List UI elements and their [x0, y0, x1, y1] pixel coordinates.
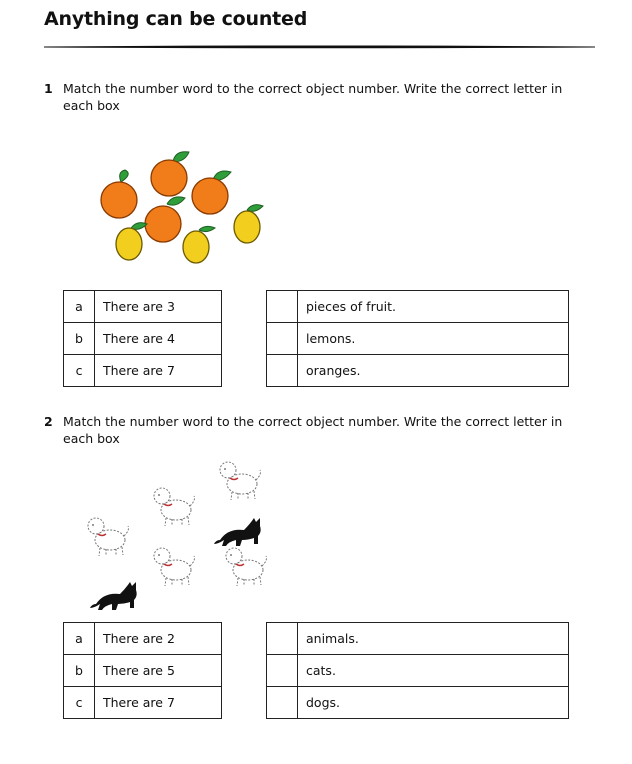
row-statement: There are 5	[95, 655, 222, 687]
animals-illustration	[80, 452, 290, 612]
dog-2	[154, 488, 195, 526]
orange-4	[145, 197, 185, 242]
table-row	[267, 291, 569, 323]
table-row	[64, 323, 222, 355]
row-statement: There are 2	[95, 623, 222, 655]
question-2	[44, 413, 589, 447]
title-underline	[44, 44, 595, 49]
row-letter: a	[64, 623, 95, 655]
row-letter: b	[64, 655, 95, 687]
row-statement: There are 4	[95, 323, 222, 355]
fruit-illustration	[95, 140, 275, 270]
answer-box[interactable]	[267, 323, 298, 355]
question-2-number: 2	[44, 414, 53, 429]
row-object: lemons.	[298, 323, 569, 355]
lemon-1	[116, 223, 147, 260]
dog-5	[226, 548, 267, 586]
table-row	[267, 623, 569, 655]
table-row	[267, 655, 569, 687]
question-2-right-table	[266, 622, 569, 719]
table-row	[64, 655, 222, 687]
orange-1	[101, 170, 137, 218]
page-title: Anything can be counted	[44, 8, 308, 30]
row-object: dogs.	[298, 687, 569, 719]
dog-4	[154, 548, 195, 586]
row-statement: There are 7	[95, 355, 222, 387]
table-row	[64, 687, 222, 719]
question-1-left-table	[63, 290, 222, 387]
dog-1	[220, 462, 261, 500]
answer-box[interactable]	[267, 623, 298, 655]
question-1-right-table	[266, 290, 569, 387]
lemon-3	[234, 205, 263, 243]
cat-1	[214, 518, 261, 546]
row-object: animals.	[298, 623, 569, 655]
table-row	[64, 355, 222, 387]
lemon-2	[183, 226, 215, 263]
orange-2	[151, 152, 189, 196]
cat-2	[90, 582, 137, 610]
row-letter: a	[64, 291, 95, 323]
answer-box[interactable]	[267, 687, 298, 719]
table-row	[267, 687, 569, 719]
orange-3	[192, 171, 231, 214]
row-object: pieces of fruit.	[298, 291, 569, 323]
table-row	[267, 323, 569, 355]
question-2-instruction: Match the number word to the correct object number. Write the correct letter in each box	[63, 414, 563, 446]
question-1-number: 1	[44, 81, 53, 96]
question-1	[44, 80, 589, 114]
answer-box[interactable]	[267, 355, 298, 387]
row-letter: c	[64, 687, 95, 719]
dog-3	[88, 518, 129, 556]
table-row	[64, 623, 222, 655]
answer-box[interactable]	[267, 291, 298, 323]
answer-box[interactable]	[267, 655, 298, 687]
row-statement: There are 3	[95, 291, 222, 323]
row-object: cats.	[298, 655, 569, 687]
row-statement: There are 7	[95, 687, 222, 719]
question-2-left-table	[63, 622, 222, 719]
row-letter: b	[64, 323, 95, 355]
question-1-instruction: Match the number word to the correct object number. Write the correct letter in each box	[63, 81, 563, 113]
row-object: oranges.	[298, 355, 569, 387]
table-row	[267, 355, 569, 387]
row-letter: c	[64, 355, 95, 387]
table-row	[64, 291, 222, 323]
